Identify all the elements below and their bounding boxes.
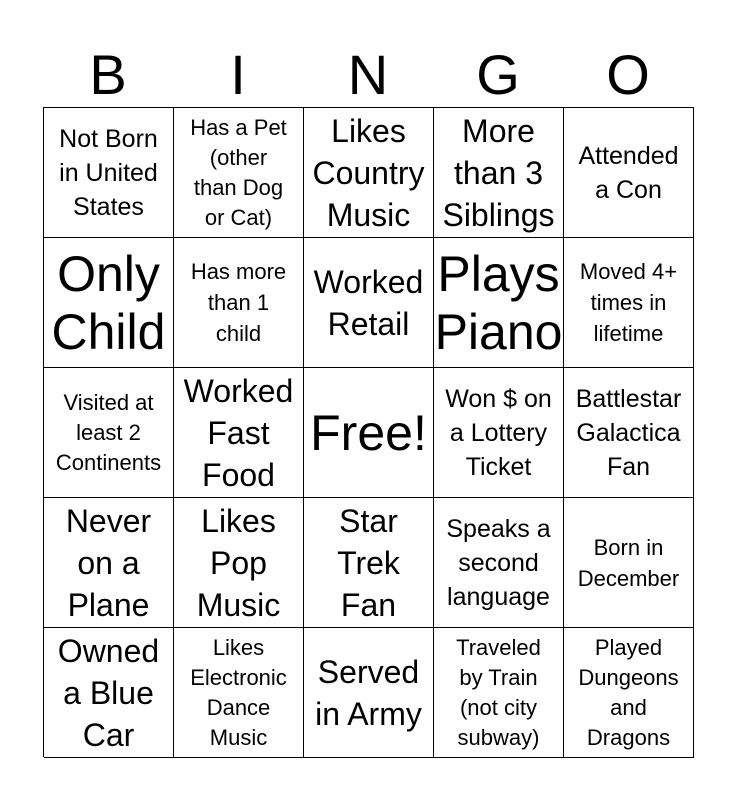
cell-text: Likes Electronic Dance Music <box>190 634 287 750</box>
bingo-cell-r4c3[interactable] <box>304 498 434 628</box>
bingo-cell-r3c2[interactable] <box>174 368 304 498</box>
bingo-cell-r5c5[interactable] <box>564 628 694 758</box>
cell-text: Played Dungeons and Dragons <box>578 634 679 750</box>
cell-text: Traveled by Train (not city subway) <box>456 634 541 750</box>
cell-text: Worked Retail <box>313 263 424 342</box>
bingo-cell-r5c2[interactable] <box>174 628 304 758</box>
bingo-cell-r2c1[interactable] <box>44 238 174 368</box>
bingo-cell-r2c4[interactable] <box>434 238 564 368</box>
cell-text: Served in Army <box>315 653 422 732</box>
bingo-cell-r4c5[interactable] <box>564 498 694 628</box>
bingo-cell-r3c4[interactable] <box>434 368 564 498</box>
cell-text: Born in December <box>577 534 680 591</box>
bingo-cell-r4c1[interactable] <box>44 498 174 628</box>
header-letter-o: O <box>606 43 650 106</box>
header-letter-i: I <box>230 43 246 106</box>
bingo-cell-r5c3[interactable] <box>304 628 434 758</box>
bingo-cell-r5c4[interactable] <box>434 628 564 758</box>
cell-text: Moved 4+ times in lifetime <box>579 259 678 346</box>
cell-text: Won $ on a Lottery Ticket <box>445 384 552 481</box>
cell-text: Free! <box>310 404 427 461</box>
cell-text: Visited at least 2 Continents <box>55 389 162 475</box>
cell-text: Speaks a second language <box>446 514 551 611</box>
cell-text: Only Child <box>51 245 166 360</box>
bingo-cell-r1c3[interactable] <box>304 108 434 238</box>
bingo-cell-r1c2[interactable] <box>174 108 304 238</box>
header-letter-n: N <box>347 43 389 106</box>
bingo-cell-r4c4[interactable] <box>434 498 564 628</box>
bingo-cell-r3c5[interactable] <box>564 368 694 498</box>
bingo-cell-r2c2[interactable] <box>174 238 304 368</box>
bingo-board <box>43 107 694 757</box>
bingo-cell-r4c2[interactable] <box>174 498 304 628</box>
bingo-cell-r1c5[interactable] <box>564 108 694 238</box>
bingo-cell-r2c5[interactable] <box>564 238 694 368</box>
cell-text: Never on a Plane <box>65 502 152 623</box>
bingo-cell-r2c3[interactable] <box>304 238 434 368</box>
cell-text: Owned a Blue Car <box>57 632 160 753</box>
bingo-header <box>43 44 693 106</box>
bingo-cell-r1c4[interactable] <box>434 108 564 238</box>
header-letter-b: B <box>89 43 127 106</box>
cell-text: Attended a Con <box>578 141 679 204</box>
cell-text: Likes Pop Music <box>196 502 281 623</box>
cell-text: Worked Fast Food <box>183 372 294 493</box>
bingo-cell-r5c1[interactable] <box>44 628 174 758</box>
cell-text: Not Born in United States <box>59 124 158 221</box>
cell-text: Battlestar Galactica Fan <box>575 384 682 481</box>
header-letter-g: G <box>476 43 520 106</box>
cell-text: More than 3 Siblings <box>442 112 555 233</box>
cell-text: Has more than 1 child <box>190 259 287 346</box>
bingo-cell-free[interactable] <box>304 368 434 498</box>
bingo-cell-r1c1[interactable] <box>44 108 174 238</box>
cell-text: Plays Piano <box>434 245 563 360</box>
cell-text: Has a Pet (other than Dog or Cat) <box>190 114 287 230</box>
cell-text: Star Trek Fan <box>337 502 400 623</box>
cell-text: Likes Country Music <box>312 112 425 233</box>
bingo-cell-r3c1[interactable] <box>44 368 174 498</box>
